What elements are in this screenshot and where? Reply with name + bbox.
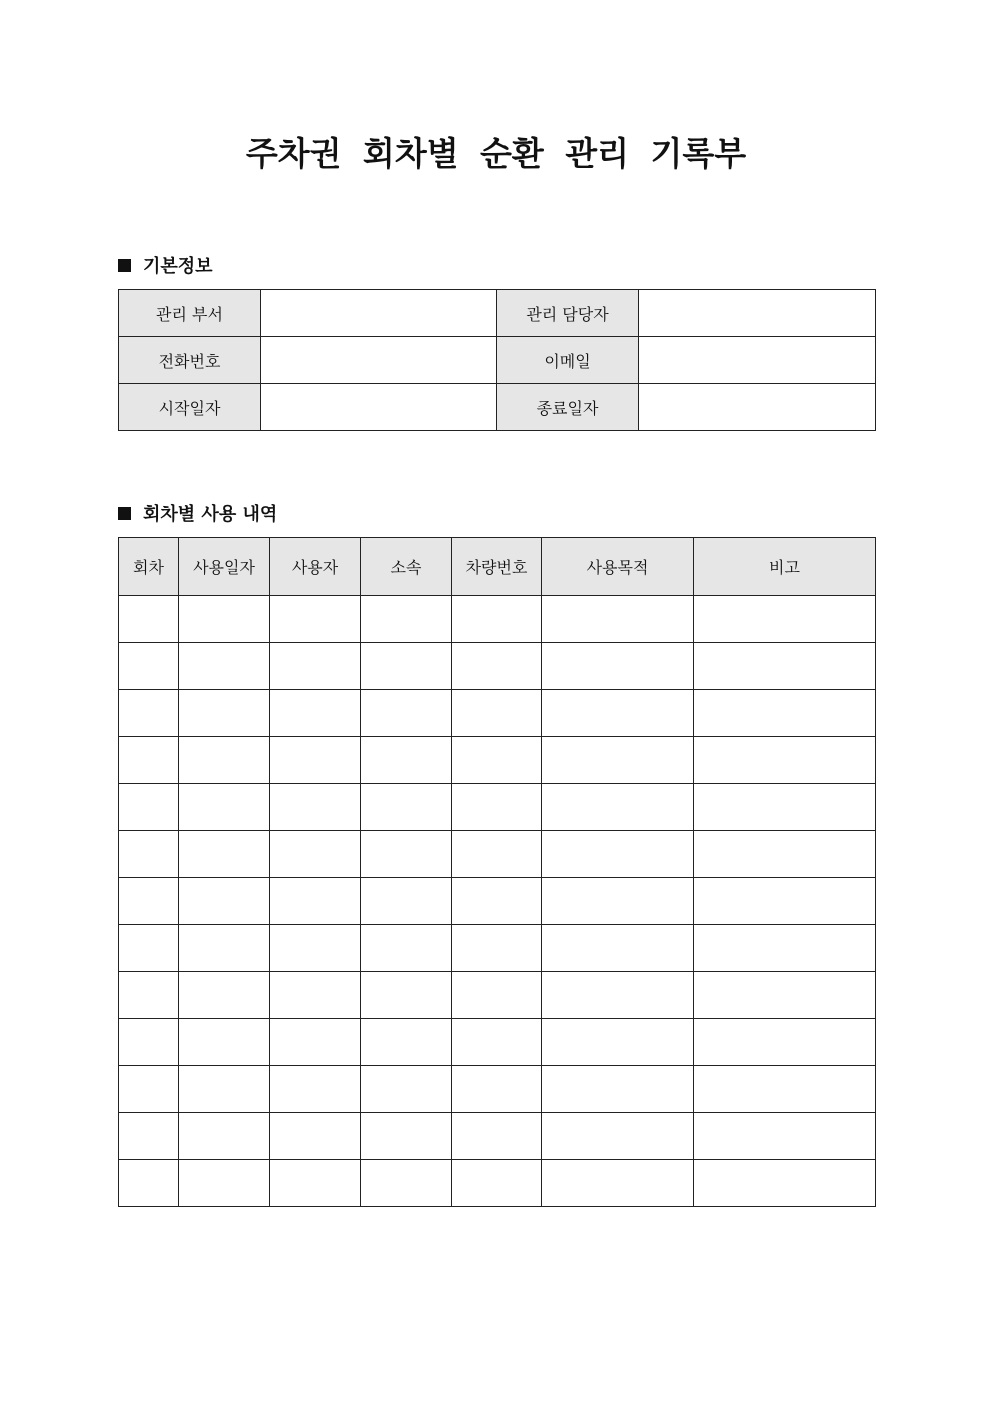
table-row xyxy=(119,878,876,925)
usage-cell-purpose[interactable] xyxy=(542,972,694,1019)
usage-cell-round[interactable] xyxy=(119,972,179,1019)
column-header-round: 회차 xyxy=(119,538,179,596)
table-row xyxy=(119,1160,876,1207)
info-label-start-date: 시작일자 xyxy=(119,384,261,431)
basic-info-table xyxy=(118,289,876,431)
column-header-remarks: 비고 xyxy=(694,538,876,596)
usage-cell-vehicle-number[interactable] xyxy=(452,643,542,690)
usage-cell-round[interactable] xyxy=(119,643,179,690)
table-row xyxy=(119,690,876,737)
usage-cell-remarks[interactable] xyxy=(694,690,876,737)
usage-cell-affiliation[interactable] xyxy=(361,737,452,784)
table-row xyxy=(119,925,876,972)
usage-cell-remarks[interactable] xyxy=(694,1160,876,1207)
usage-cell-use-date[interactable] xyxy=(179,878,270,925)
info-field-department[interactable] xyxy=(261,290,497,337)
usage-cell-user[interactable] xyxy=(270,831,361,878)
column-header-vehicle-number: 차량번호 xyxy=(452,538,542,596)
usage-cell-user[interactable] xyxy=(270,643,361,690)
usage-cell-affiliation[interactable] xyxy=(361,643,452,690)
usage-cell-affiliation[interactable] xyxy=(361,1160,452,1207)
usage-cell-vehicle-number[interactable] xyxy=(452,1160,542,1207)
info-field-manager[interactable] xyxy=(639,290,876,337)
usage-cell-use-date[interactable] xyxy=(179,1113,270,1160)
info-label-end-date: 종료일자 xyxy=(497,384,639,431)
usage-cell-user[interactable] xyxy=(270,1066,361,1113)
usage-cell-use-date[interactable] xyxy=(179,784,270,831)
usage-cell-remarks[interactable] xyxy=(694,596,876,643)
info-label-manager: 관리 담당자 xyxy=(497,290,639,337)
usage-cell-round[interactable] xyxy=(119,1160,179,1207)
usage-cell-round[interactable] xyxy=(119,596,179,643)
section-heading-label: 기본정보 xyxy=(143,256,213,277)
usage-cell-purpose[interactable] xyxy=(542,690,694,737)
usage-cell-user[interactable] xyxy=(270,878,361,925)
usage-cell-vehicle-number[interactable] xyxy=(452,1066,542,1113)
info-label-department: 관리 부서 xyxy=(119,290,261,337)
usage-cell-affiliation[interactable] xyxy=(361,784,452,831)
info-field-end-date[interactable] xyxy=(639,384,876,431)
document-title: 주차권 회차별 순환 관리 기록부 xyxy=(245,134,747,173)
usage-cell-user[interactable] xyxy=(270,1019,361,1066)
usage-cell-vehicle-number[interactable] xyxy=(452,878,542,925)
info-field-phone[interactable] xyxy=(261,337,497,384)
info-field-email[interactable] xyxy=(639,337,876,384)
info-field-start-date[interactable] xyxy=(261,384,497,431)
column-header-user: 사용자 xyxy=(270,538,361,596)
square-bullet-icon xyxy=(118,507,131,520)
usage-cell-purpose[interactable] xyxy=(542,1066,694,1113)
usage-cell-use-date[interactable] xyxy=(179,972,270,1019)
table-row xyxy=(119,1019,876,1066)
square-bullet-icon xyxy=(118,259,131,272)
column-header-affiliation: 소속 xyxy=(361,538,452,596)
table-row xyxy=(119,737,876,784)
usage-cell-user[interactable] xyxy=(270,1113,361,1160)
usage-cell-round[interactable] xyxy=(119,1066,179,1113)
usage-cell-use-date[interactable] xyxy=(179,596,270,643)
usage-cell-purpose[interactable] xyxy=(542,737,694,784)
usage-cell-vehicle-number[interactable] xyxy=(452,596,542,643)
usage-cell-affiliation[interactable] xyxy=(361,690,452,737)
usage-cell-vehicle-number[interactable] xyxy=(452,925,542,972)
usage-cell-remarks[interactable] xyxy=(694,643,876,690)
usage-cell-affiliation[interactable] xyxy=(361,1019,452,1066)
usage-cell-user[interactable] xyxy=(270,972,361,1019)
usage-cell-remarks[interactable] xyxy=(694,1019,876,1066)
usage-cell-vehicle-number[interactable] xyxy=(452,737,542,784)
usage-cell-round[interactable] xyxy=(119,737,179,784)
usage-cell-purpose[interactable] xyxy=(542,784,694,831)
section-heading-basic-info xyxy=(118,252,213,278)
usage-cell-remarks[interactable] xyxy=(694,1113,876,1160)
usage-cell-remarks[interactable] xyxy=(694,878,876,925)
usage-cell-user[interactable] xyxy=(270,690,361,737)
usage-cell-purpose[interactable] xyxy=(542,1019,694,1066)
usage-cell-affiliation[interactable] xyxy=(361,925,452,972)
usage-cell-remarks[interactable] xyxy=(694,972,876,1019)
table-row xyxy=(119,972,876,1019)
usage-cell-affiliation[interactable] xyxy=(361,1066,452,1113)
usage-cell-use-date[interactable] xyxy=(179,690,270,737)
info-row xyxy=(119,290,876,337)
usage-cell-vehicle-number[interactable] xyxy=(452,1019,542,1066)
table-row xyxy=(119,596,876,643)
usage-cell-affiliation[interactable] xyxy=(361,831,452,878)
section-heading-usage-history xyxy=(118,500,277,526)
usage-cell-use-date[interactable] xyxy=(179,1019,270,1066)
usage-cell-use-date[interactable] xyxy=(179,831,270,878)
usage-cell-purpose[interactable] xyxy=(542,596,694,643)
section-heading-label: 회차별 사용 내역 xyxy=(143,504,278,525)
usage-cell-user[interactable] xyxy=(270,925,361,972)
table-row xyxy=(119,831,876,878)
usage-cell-purpose[interactable] xyxy=(542,925,694,972)
usage-cell-affiliation[interactable] xyxy=(361,878,452,925)
table-row xyxy=(119,643,876,690)
usage-cell-vehicle-number[interactable] xyxy=(452,1113,542,1160)
usage-cell-purpose[interactable] xyxy=(542,831,694,878)
usage-cell-remarks[interactable] xyxy=(694,737,876,784)
usage-cell-use-date[interactable] xyxy=(179,737,270,784)
usage-cell-user[interactable] xyxy=(270,784,361,831)
table-row xyxy=(119,1113,876,1160)
usage-cell-user[interactable] xyxy=(270,1160,361,1207)
usage-cell-purpose[interactable] xyxy=(542,878,694,925)
usage-cell-round[interactable] xyxy=(119,690,179,737)
usage-cell-use-date[interactable] xyxy=(179,1066,270,1113)
table-row xyxy=(119,1066,876,1113)
usage-cell-round[interactable] xyxy=(119,1113,179,1160)
usage-cell-purpose[interactable] xyxy=(542,1113,694,1160)
info-row xyxy=(119,337,876,384)
usage-header-row xyxy=(119,538,876,596)
usage-cell-user[interactable] xyxy=(270,737,361,784)
usage-cell-round[interactable] xyxy=(119,831,179,878)
column-header-purpose: 사용목적 xyxy=(542,538,694,596)
usage-cell-remarks[interactable] xyxy=(694,784,876,831)
info-label-phone: 전화번호 xyxy=(119,337,261,384)
usage-cell-affiliation[interactable] xyxy=(361,1113,452,1160)
usage-cell-vehicle-number[interactable] xyxy=(452,784,542,831)
usage-cell-vehicle-number[interactable] xyxy=(452,690,542,737)
usage-cell-user[interactable] xyxy=(270,596,361,643)
usage-cell-use-date[interactable] xyxy=(179,925,270,972)
usage-cell-remarks[interactable] xyxy=(694,1066,876,1113)
usage-cell-use-date[interactable] xyxy=(179,643,270,690)
column-header-use-date: 사용일자 xyxy=(179,538,270,596)
usage-cell-vehicle-number[interactable] xyxy=(452,831,542,878)
usage-cell-remarks[interactable] xyxy=(694,925,876,972)
usage-cell-vehicle-number[interactable] xyxy=(452,972,542,1019)
usage-history-table xyxy=(118,537,876,1207)
info-row xyxy=(119,384,876,431)
usage-cell-affiliation[interactable] xyxy=(361,972,452,1019)
usage-table-body xyxy=(119,596,876,1207)
usage-cell-remarks[interactable] xyxy=(694,831,876,878)
usage-cell-affiliation[interactable] xyxy=(361,596,452,643)
info-label-email: 이메일 xyxy=(497,337,639,384)
usage-cell-purpose[interactable] xyxy=(542,643,694,690)
usage-cell-round[interactable] xyxy=(119,878,179,925)
usage-cell-round[interactable] xyxy=(119,925,179,972)
usage-cell-round[interactable] xyxy=(119,784,179,831)
usage-cell-purpose[interactable] xyxy=(542,1160,694,1207)
usage-cell-round[interactable] xyxy=(119,1019,179,1066)
usage-cell-use-date[interactable] xyxy=(179,1160,270,1207)
table-row xyxy=(119,784,876,831)
